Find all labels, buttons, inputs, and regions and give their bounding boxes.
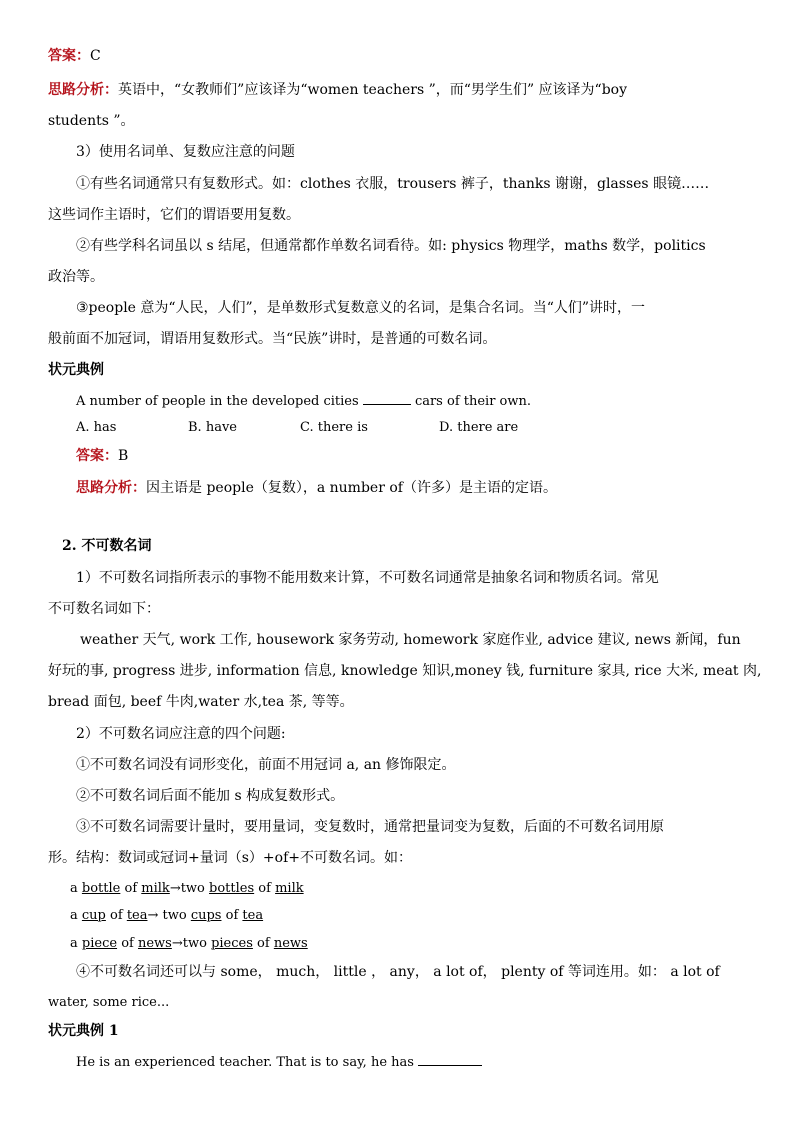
of-word: of [124, 881, 138, 896]
rule-1-line-2: 这些词作主语时，它们的谓语要用复数。 [48, 207, 300, 223]
example-answer-value: B [118, 448, 129, 464]
measure-example-row [70, 934, 770, 954]
example-2-question [76, 1051, 776, 1073]
uncountable-list-line-1: weather 天气, work 工作, housework 家务劳动, homework 家庭作业, advice 建议, news 新闻，fun [80, 632, 741, 648]
example-heading: 状元典例 [48, 362, 104, 378]
plural-unit-word: pieces [211, 936, 253, 951]
example-2-question-text: He is an experienced teacher. That is to say, he has [76, 1055, 414, 1070]
uncountable-def-line-2: 不可数名词如下： [48, 601, 160, 617]
of-word: of [257, 936, 270, 951]
issue-4-line-2: water, some rice... [48, 995, 170, 1010]
question-text-before: A number of people in the developed cities [76, 394, 359, 409]
example-answer-line [76, 446, 776, 466]
issue-2: ②不可数名词后面不能加 s 构成复数形式。 [76, 788, 345, 804]
option-b: B. have [188, 420, 237, 435]
noun-word: news [273, 936, 308, 951]
answer-label: 答案： [48, 48, 90, 64]
arrow-text: →two [171, 936, 207, 951]
arrow-text: →two [169, 881, 205, 896]
unit-word: piece [81, 936, 118, 951]
four-issues-title: 2）不可数名词应注意的四个问题: [76, 726, 286, 742]
unit-word: bottle [81, 881, 121, 896]
noun-word: milk [275, 881, 304, 896]
rule-2-line-2: 政治等。 [48, 269, 104, 285]
article: a [70, 881, 78, 896]
article: a [70, 936, 78, 951]
option-d: D. there are [439, 420, 519, 435]
uncountable-def-line-1: 1）不可数名词指所表示的事物不能用数来计算，不可数名词通常是抽象名词和物质名词。常见 [76, 570, 659, 586]
of-word: of [121, 936, 134, 951]
example-analysis-text: 因主语是 people（复数），a number of（许多）是主语的定语。 [146, 480, 557, 496]
analysis-text: 英语中，“女教师们”应该译为“women teachers ”，而“男学生们” 应该译为“boy [118, 82, 628, 98]
unit-word: cup [81, 908, 106, 923]
answer-blank [363, 390, 411, 405]
rule-3-line-2: 般前面不加冠词，谓语用复数形式。当“民族”讲时，是普通的可数名词。 [48, 331, 497, 347]
option-c: C. there is [300, 420, 368, 435]
noun-word: milk [141, 881, 170, 896]
section-3-title: 3）使用名词单、复数应注意的问题 [76, 144, 295, 160]
uncountable-list-line-3: bread 面包, beef 牛肉,water 水,tea 茶, 等等。 [48, 694, 354, 710]
plural-unit-word: bottles [209, 881, 255, 896]
issue-4-line-1: ④不可数名词还可以与 some， much， little ， any， a lot of， plenty of 等词连用。如： a lot of [76, 964, 720, 980]
example-analysis-label: 思路分析： [76, 480, 146, 496]
issue-3-line-2: 形。结构：数词或冠词+量词（s）+of+不可数名词。如： [48, 850, 412, 866]
analysis-line-2: students ”。 [48, 113, 135, 129]
measure-example-row [70, 879, 770, 899]
section-2-title: 2. 不可数名词 [62, 538, 152, 554]
analysis-line-1 [48, 80, 748, 100]
article: a [70, 908, 78, 923]
answer-value: C [90, 48, 101, 64]
example-analysis-line [76, 478, 776, 498]
of-word: of [225, 908, 239, 923]
example-question [76, 390, 776, 412]
question-text-after: cars of their own. [414, 394, 532, 409]
of-word: of [110, 908, 123, 923]
plural-unit-word: cups [190, 908, 222, 923]
option-a: A. has [76, 420, 117, 435]
rule-1-line-1: ①有些名词通常只有复数形式。如：clothes 衣服，trousers 裤子，thanks 谢谢，glasses 眼镜…… [76, 176, 710, 192]
arrow-text: → two [147, 908, 187, 923]
answer-line [48, 46, 748, 66]
uncountable-list-line-2: 好玩的事, progress 进步, information 信息, knowledge 知识,money 钱, furniture 家具, rice 大米, meat 肉, [48, 663, 762, 679]
measure-example-row [70, 906, 770, 926]
example-answer-label: 答案： [76, 448, 118, 464]
analysis-label: 思路分析： [48, 82, 118, 98]
issue-3-line-1: ③不可数名词需要计量时，要用量词，变复数时，通常把量词变为复数，后面的不可数名词用原 [76, 819, 664, 835]
noun-word: tea [242, 908, 264, 923]
noun-word: tea [126, 908, 148, 923]
of-word: of [258, 881, 271, 896]
issue-1: ①不可数名词没有词形变化，前面不用冠词 a, an 修饰限定。 [76, 757, 456, 773]
example-2-heading: 状元典例 1 [48, 1023, 119, 1039]
noun-word: news [137, 936, 172, 951]
answer-blank [418, 1051, 482, 1066]
rule-2-line-1: ②有些学科名词虽以 s 结尾，但通常都作单数名词看待。如: physics 物理学，maths 数学，politics [76, 238, 706, 254]
rule-3-line-1: ③people 意为“人民，人们”，是单数形式复数意义的名词，是集合名词。当“人们”讲时，一 [76, 300, 646, 316]
